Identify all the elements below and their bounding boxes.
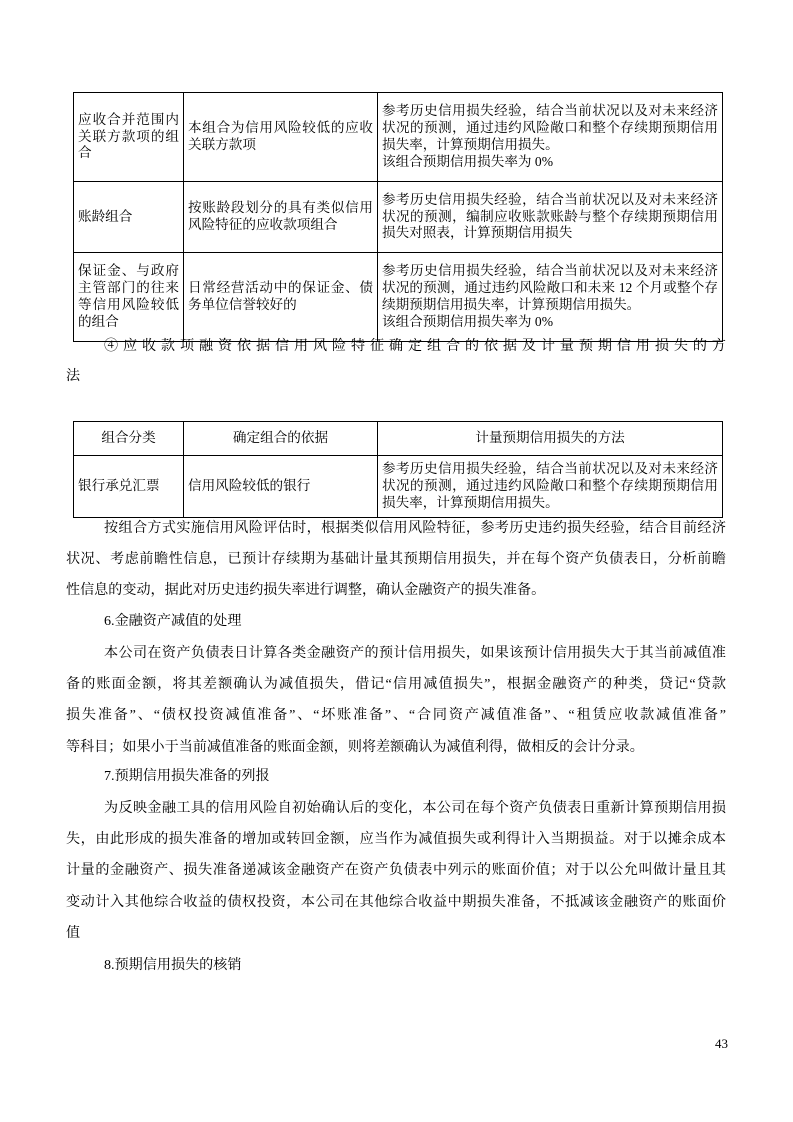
table-row — [74, 93, 723, 182]
heading-text: 8.预期信用损失的核销 — [104, 957, 242, 973]
paragraph-line: 按组合方式实施信用风险评估时，根据类似信用风险特征，参考历史违约损失经验，结合目前经济 — [104, 520, 726, 536]
table-row — [74, 253, 723, 342]
basis-cell: 本组合为信用风险较低的应收关联方款项 — [184, 93, 378, 182]
method-note: 该组合预期信用损失率为 0% — [382, 153, 554, 169]
column-header-method: 计量预期信用损失的方法 — [378, 422, 723, 456]
receivables-financing-ecl-table — [73, 421, 723, 518]
section-heading-7 — [66, 761, 726, 792]
column-header-category: 组合分类 — [74, 422, 184, 456]
basis-cell: 信用风险较低的银行 — [184, 456, 378, 518]
method-cell — [378, 253, 723, 342]
table-row — [74, 182, 723, 253]
paragraph-line: 等科目；如果小于当前减值准备的账面金额，则将差额确认为减值利得，做相反的会计分录。 — [66, 738, 644, 755]
paragraph-line: 本公司在资产负债表日计算各类金融资产的预计信用损失，如果该预计信用损失大于其当前减值准 — [104, 645, 726, 661]
heading-text: 6.金融资产减值的处理 — [104, 613, 242, 629]
section-heading-6 — [66, 606, 726, 637]
page-number: 43 — [715, 1036, 728, 1051]
method-text: 参考历史信用损失经验，结合当前状况以及对未来经济状况的预测，通过违约风险敞口和未来 12 个月或整个存续期预期信用损失率，计算预期信用损失。 — [382, 263, 718, 312]
basis-cell: 日常经营活动中的保证金、债务单位信誉较好的 — [184, 253, 378, 342]
paragraph-line: 损失准备”、“债权投资减值准备”、“坏账准备”、“合同资产减值准备”、“租赁应收款减值准备” — [66, 707, 726, 724]
method-note: 该组合预期信用损失率为 0% — [382, 313, 554, 329]
item4-paragraph — [66, 331, 726, 391]
paragraph-line: 值 — [66, 924, 81, 941]
portfolio-ecl-table — [73, 92, 723, 342]
category-cell: 银行承兑汇票 — [74, 456, 184, 518]
section-heading-8 — [66, 950, 726, 981]
paragraph-line: 计量的金融资产、损失准备递减该金融资产在资产负债表中列示的账面价值；对于以公允叫做计量且其 — [66, 862, 726, 879]
table-row — [74, 456, 723, 518]
assessment-paragraph — [66, 513, 726, 607]
method-cell — [378, 93, 723, 182]
paragraph-line: 失，由此形成的损失准备的增加或转回金额，应当作为减值损失或利得计入当期损益。对于以摊余成本 — [66, 831, 726, 848]
category-cell: 保证金、与政府主管部门的往来等信用风险较低的组合 — [74, 253, 184, 342]
presentation-paragraph — [66, 793, 726, 949]
method-text: 参考历史信用损失经验，结合当前状况以及对未来经济状况的预测，通过违约风险敞口和整个存续期预期信用损失率，计算预期信用损失。 — [382, 461, 718, 510]
basis-cell: 按账龄段划分的具有类似信用风险特征的应收款项组合 — [184, 182, 378, 253]
paragraph-line: 为反映金融工具的信用风险自初始确认后的变化，本公司在每个资产负债表日重新计算预期信用损 — [104, 800, 726, 816]
paragraph-line: 变动计入其他综合收益的债权投资，本公司在其他综合收益中期损失准备，不抵减该金融资产的账面价 — [66, 893, 726, 910]
column-header-basis: 确定组合的依据 — [184, 422, 378, 456]
paragraph-line: 备的账面金额，将其差额确认为减值损失，借记“信用减值损失”，根据金融资产的种类，贷记“贷款 — [66, 676, 726, 693]
category-cell: 账龄组合 — [74, 182, 184, 253]
table-header-row — [74, 422, 723, 456]
paragraph-line: 法 — [66, 368, 81, 384]
heading-text: 7.预期信用损失准备的列报 — [104, 768, 270, 784]
impairment-paragraph — [66, 638, 726, 763]
paragraph-line: 状况、考虑前瞻性信息，已预计存续期为基础计量其预期信用损失，并在每个资产负债表日，分析前瞻 — [66, 551, 726, 568]
method-cell — [378, 182, 723, 253]
method-cell — [378, 456, 723, 518]
paragraph-line: ④应收款项融资依据信用风险特征确定组合的依据及计量预期信用损失的方 — [104, 338, 726, 354]
method-text: 参考历史信用损失经验，结合当前状况以及对未来经济状况的预测，通过违约风险敞口和整个存续期预期信用损失率，计算预期信用损失。 — [382, 103, 718, 152]
paragraph-line: 性信息的变动，据此对历史违约损失率进行调整，确认金融资产的损失准备。 — [66, 582, 546, 599]
category-cell: 应收合并范围内关联方款项的组合 — [74, 93, 184, 182]
method-text: 参考历史信用损失经验，结合当前状况以及对未来经济状况的预测，编制应收账款账龄与整个存续期预期信用损失对照表，计算预期信用损失 — [382, 191, 718, 241]
